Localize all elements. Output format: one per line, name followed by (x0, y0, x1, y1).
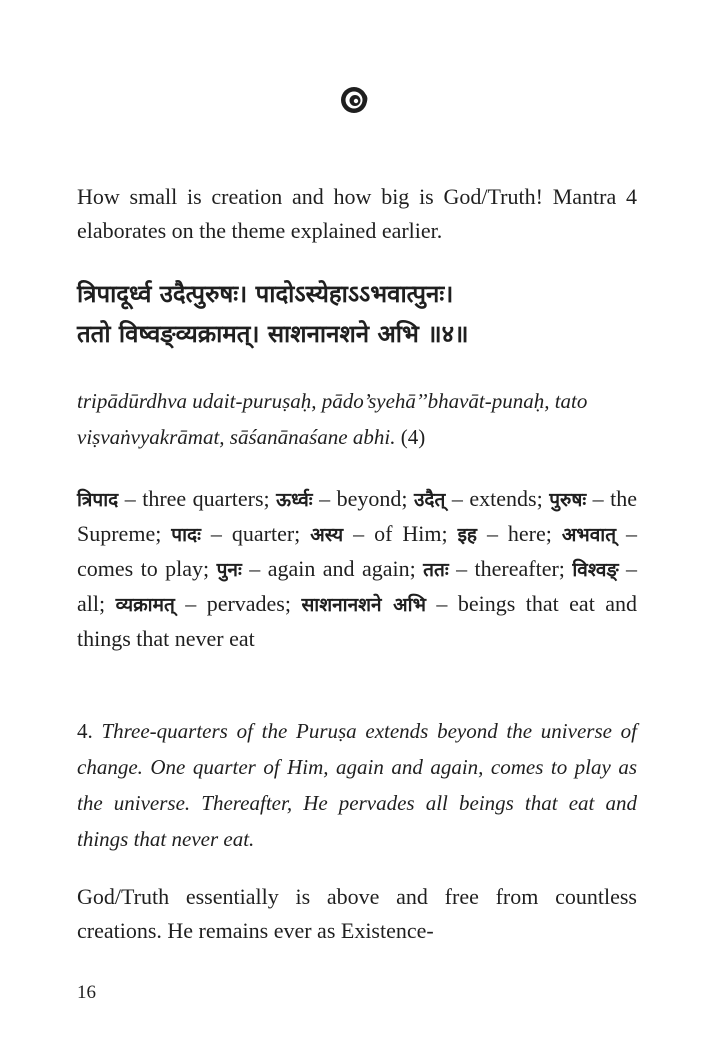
glossary-term: पुरुषः (549, 489, 587, 511)
glossary-term: साशनानशने अभि (301, 594, 426, 616)
translation-number: 4. (77, 719, 93, 743)
translation-text: Three-quarters of the Puruṣa extends beyond the universe of change. One quarter of Him, again and again, comes to play as the universe. Thereafter, He pervades all beings that eat and things that never eat. (77, 719, 637, 851)
glossary-entry: पुरुषः – the Supreme; (77, 486, 638, 546)
glossary-term: इह (457, 524, 477, 546)
glossary-term: विश्वङ् (572, 559, 619, 581)
glossary-meaning: beyond; (336, 486, 408, 511)
glossary-meaning: quarter; (231, 521, 301, 546)
intro-paragraph: How small is creation and how big is God/Truth! Mantra 4 elaborates on the theme explained earlier. (77, 184, 637, 243)
glossary-term: पुनः (216, 559, 242, 581)
verse-translation (77, 713, 637, 857)
closing-paragraph: God/Truth essentially is above and free from countless creations. He remains ever as Existence- (77, 884, 637, 943)
glossary-meaning: beings that eat and things that never eat (77, 591, 638, 651)
glossary-meaning: pervades; (206, 591, 291, 616)
glossary-meaning: of Him; (374, 521, 448, 546)
sanskrit-verse (77, 274, 637, 354)
glossary-term: उदैत् (414, 489, 446, 511)
glossary-entry: त्रिपाद – three quarters; (77, 486, 270, 511)
glossary-term: ऊर्ध्वः (276, 489, 313, 511)
glossary-meaning: thereafter; (474, 556, 565, 581)
swirl-ornament-icon (338, 84, 370, 116)
glossary-term: व्यक्रामत् (115, 594, 175, 616)
glossary-entry: उदैत् – extends; (414, 486, 543, 511)
verse-number: (4) (400, 425, 426, 449)
glossary-term: त्रिपाद (77, 489, 119, 511)
glossary-term: अस्य (310, 524, 344, 546)
glossary-meaning: the Supreme; (77, 486, 638, 546)
glossary-entry: व्यक्रामत् – pervades; (115, 591, 291, 616)
glossary-term: पादः (171, 524, 201, 546)
glossary-entry: पादः – quarter; (171, 521, 301, 546)
glossary-entry: ऊर्ध्वः – beyond; (276, 486, 408, 511)
glossary-meaning: here; (507, 521, 552, 546)
glossary-entry: पुनः – again and again; (216, 556, 416, 581)
transliteration-text: tripādūrdhva udait-puruṣaḥ, pādo’syehā’’bhavāt-punaḥ, tato viṣvaṅvyakrāmat, sāśanānaśane abhi. (77, 389, 588, 449)
glossary-meaning: all; (77, 591, 106, 616)
glossary-meaning: again and again; (267, 556, 416, 581)
glossary-term: ततः (423, 559, 449, 581)
verse-line-2: ततो विष्वङ्व्यक्रामत्। साशनानशने अभि ॥४॥ (77, 320, 469, 348)
glossary-entry: इह – here; (457, 521, 552, 546)
glossary-entry: विश्वङ् – all; (77, 556, 638, 616)
glossary-entry: अस्य – of Him; (310, 521, 448, 546)
glossary-meaning: extends; (469, 486, 543, 511)
glossary-entry: ततः – thereafter; (423, 556, 565, 581)
glossary-term: अभवात् (561, 524, 617, 546)
word-glossary (77, 482, 637, 656)
glossary-meaning: comes to play; (77, 556, 210, 581)
page-number: 16 (77, 982, 96, 1003)
glossary-entry: अभवात् – comes to play; (77, 521, 638, 581)
glossary-entry: साशनानशने अभि – beings that eat and things that never eat (77, 591, 638, 651)
glossary-meaning: three quarters; (142, 486, 270, 511)
transliteration (77, 383, 637, 455)
verse-line-1: त्रिपादूर्ध्व उदैत्पुरुषः। पादोऽस्येहाऽऽभवात्पुनः। (77, 280, 454, 308)
